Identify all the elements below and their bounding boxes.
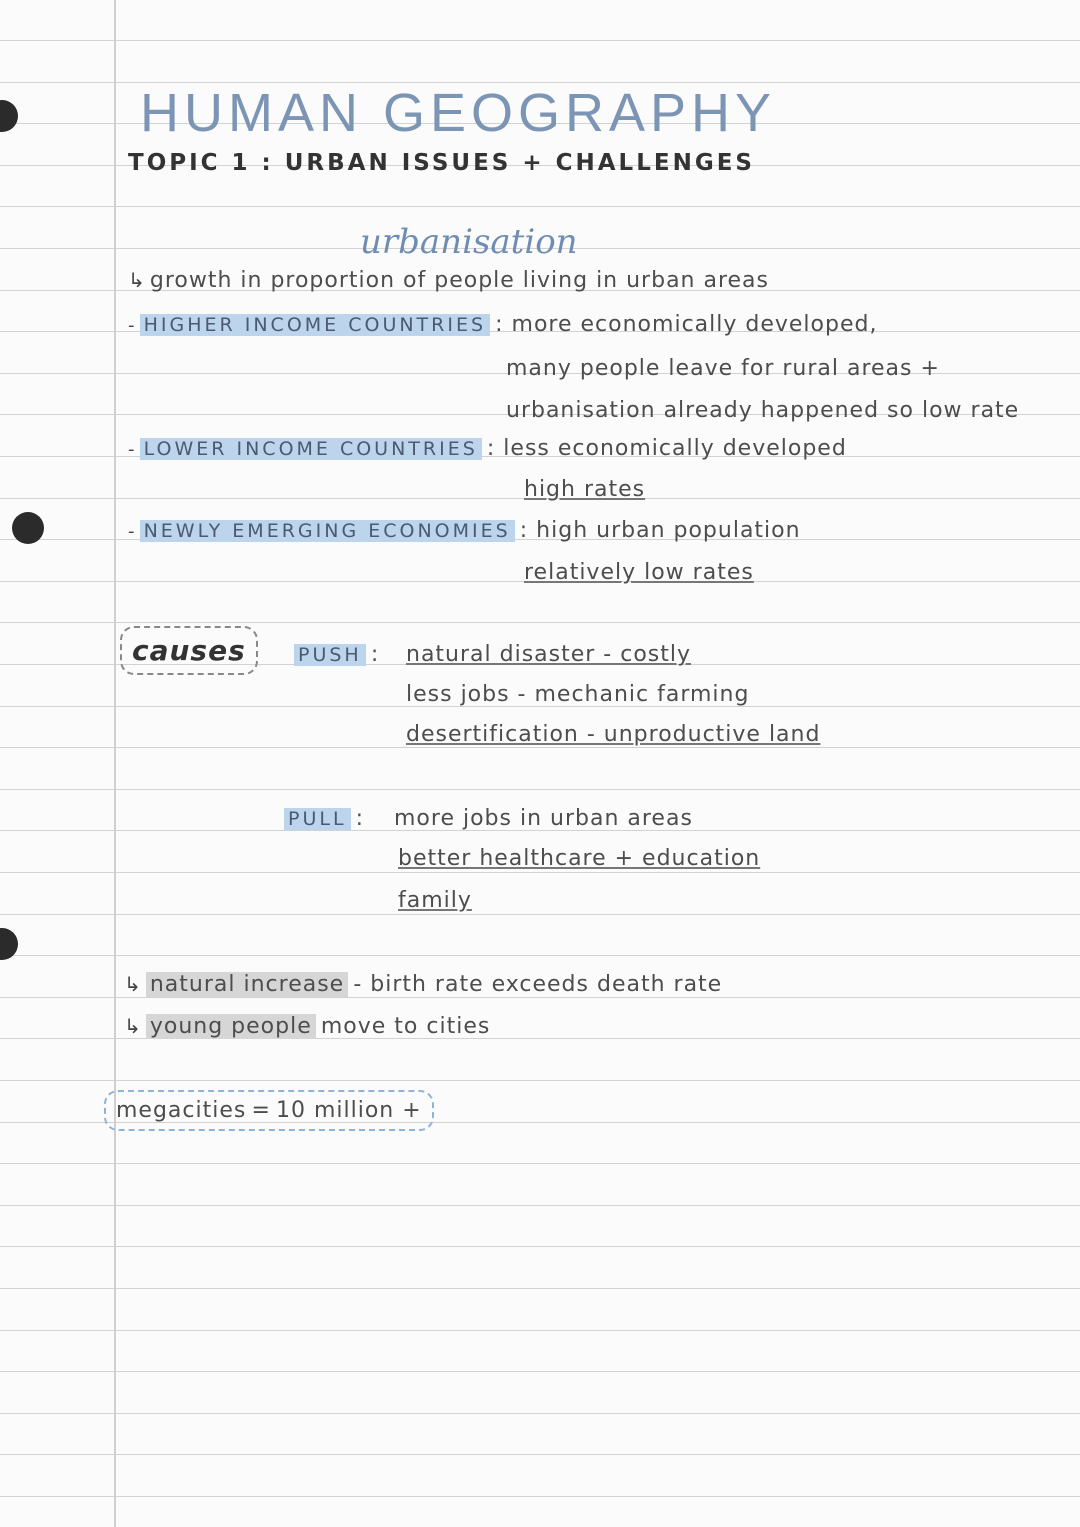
ruled-line — [0, 1288, 1080, 1289]
bullet-dash: - — [128, 521, 135, 542]
push-line: PUSH : — [294, 642, 379, 667]
nee-label: NEWLY EMERGING ECONOMIES — [140, 520, 515, 542]
ruled-line — [0, 1496, 1080, 1497]
arrow-icon: ↳ — [128, 268, 145, 292]
lic-line — [128, 436, 847, 461]
nee-text-2: relatively low rates — [524, 560, 754, 585]
hic-line — [128, 312, 877, 337]
arrow-icon: ↳ — [124, 1014, 141, 1038]
nee-line — [128, 518, 801, 543]
ruled-line — [0, 955, 1080, 956]
ruled-line — [0, 1330, 1080, 1331]
lic-text-2: high rates — [524, 477, 646, 502]
push-label: PUSH — [294, 644, 366, 666]
ruled-line — [0, 1163, 1080, 1164]
lic-label: LOWER INCOME COUNTRIES — [140, 438, 482, 460]
ruled-line — [0, 622, 1080, 623]
young-people-text: move to cities — [320, 1014, 491, 1039]
natural-increase-label: natural increase — [146, 972, 348, 997]
ruled-line — [0, 789, 1080, 790]
lic-text-1: : less economically developed — [486, 436, 847, 461]
ruled-line — [0, 1371, 1080, 1372]
ruled-line — [0, 1080, 1080, 1081]
nee-text-1: : high urban population — [519, 518, 801, 543]
young-people-label: young people — [146, 1014, 316, 1039]
hic-text-3: urbanisation already happened so low rate — [506, 398, 1020, 423]
pull-item: more jobs in urban areas — [394, 806, 693, 831]
definition-text: growth in proportion of people living in urban areas — [149, 268, 770, 293]
ruled-line — [0, 914, 1080, 915]
hic-text-1: : more economically developed, — [495, 312, 878, 337]
bullet-dash: - — [128, 315, 135, 336]
push-item: less jobs - mechanic farming — [406, 682, 750, 707]
pull-label: PULL — [284, 808, 351, 830]
ruled-line — [0, 40, 1080, 41]
push-item: natural disaster - costly — [406, 642, 692, 667]
megacities-sep: = — [251, 1098, 271, 1123]
ruled-line — [0, 206, 1080, 207]
causes-label: causes — [132, 634, 246, 667]
ruled-line — [0, 872, 1080, 873]
ruled-line — [0, 997, 1080, 998]
push-item: desertification - unproductive land — [406, 722, 821, 747]
ruled-line — [0, 1246, 1080, 1247]
definition-line — [128, 268, 769, 293]
arrow-icon: ↳ — [124, 972, 141, 996]
pull-item: family — [398, 888, 472, 913]
natural-increase-text: - birth rate exceeds death rate — [353, 972, 723, 997]
natural-increase-line — [124, 972, 722, 997]
topic-subtitle: TOPIC 1 : URBAN ISSUES + CHALLENGES — [128, 150, 755, 176]
ruled-line — [0, 1454, 1080, 1455]
hic-label: HIGHER INCOME COUNTRIES — [140, 314, 490, 336]
causes-cloud — [120, 626, 258, 675]
punch-hole — [0, 100, 18, 132]
ruled-line — [0, 1413, 1080, 1414]
megacities-label: megacities — [116, 1098, 247, 1123]
pull-line: PULL : — [284, 806, 364, 831]
young-people-line — [124, 1014, 490, 1039]
section-heading: urbanisation — [360, 222, 578, 262]
ruled-line — [0, 1205, 1080, 1206]
megacities-value: 10 million + — [275, 1098, 422, 1123]
ruled-line — [0, 747, 1080, 748]
pull-item: better healthcare + education — [398, 846, 761, 871]
megacities-cloud — [104, 1090, 434, 1131]
punch-hole — [12, 512, 44, 544]
bullet-dash: - — [128, 439, 135, 460]
page-title: HUMAN GEOGRAPHY — [140, 83, 777, 143]
hic-text-2: many people leave for rural areas + — [506, 356, 940, 381]
margin-line — [114, 0, 116, 1527]
